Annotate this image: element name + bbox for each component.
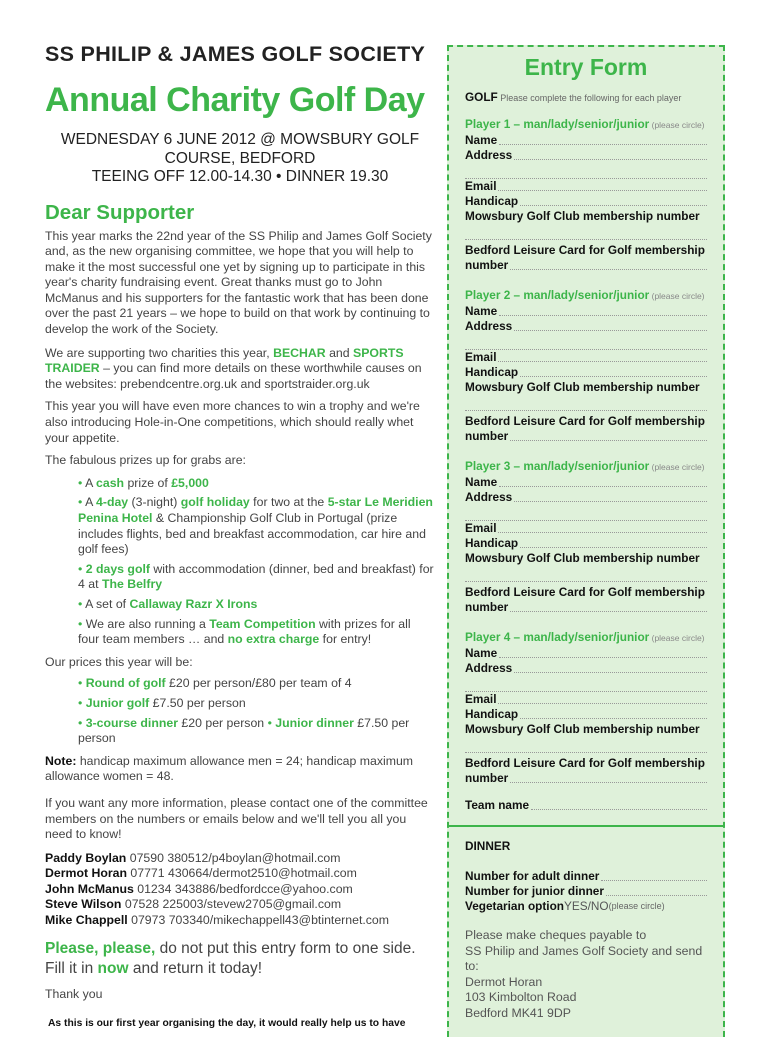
dinner-section — [449, 839, 723, 1022]
address-line[interactable] — [465, 505, 707, 521]
prices-intro: Our prices this year will be: — [45, 654, 193, 669]
thank-you: Thank you — [45, 986, 103, 1001]
letter-column — [45, 40, 435, 1029]
prize-belfry: • 2 days golf with accommodation (dinner, bed and breakfast) for 4 at The Belfry — [78, 561, 434, 592]
society-name: SS PHILIP & JAMES GOLF SOCIETY — [45, 42, 426, 66]
address-field[interactable]: Address — [465, 148, 707, 163]
intro-paragraph: This year marks the 22nd year of the SS Philip and James Golf Society and, as the new organising committee, we hope that you will help to make it the most successful one yet by signing up to participate in this year's charity fundraising event. Great thanks must go to John McManus and his supporters for the fantastic work that has been done over the past 21 years – we hope to build on that work by continuing to develop the work of the Society. — [45, 228, 432, 337]
address-line[interactable] — [465, 676, 707, 692]
address-field[interactable]: Address — [465, 661, 707, 676]
please-return: Please, please, do not put this entry form to one side. Fill it in now and return it today! — [45, 939, 416, 977]
price-round: • Round of golf £20 per person/£80 per team of 4 — [78, 676, 352, 691]
email-field[interactable]: Email — [465, 350, 707, 365]
email-field[interactable]: Email — [465, 692, 707, 707]
prize-irons: • A set of Callaway Razr X Irons — [78, 596, 258, 611]
handicap-field[interactable]: Handicap — [465, 365, 707, 380]
charity-bechar: BECHAR — [273, 345, 326, 360]
address-line[interactable] — [465, 163, 707, 179]
page-title: Annual Charity Golf Day — [45, 81, 425, 119]
mowsbury-field[interactable]: Mowsbury Golf Club membership number — [465, 209, 700, 223]
prize-team: • We are also running a Team Competition with prizes for all four team members … and no extra charge for entry! — [78, 616, 411, 647]
handicap-field[interactable]: Handicap — [465, 194, 707, 209]
player-block — [465, 117, 707, 273]
name-field[interactable]: Name — [465, 646, 707, 661]
adult-dinner-field[interactable]: Number for adult dinner — [465, 869, 707, 884]
dinner-divider — [449, 825, 723, 827]
golf-instructions: GOLF Please complete the following for each player — [465, 90, 682, 104]
handicap-note: Note: handicap maximum allowance men = 24; handicap maximum allowance women = 48. — [45, 753, 414, 784]
info-paragraph: If you want any more information, please contact one of the committee members on the numbers or emails below and we'll tell you all you need to know! — [45, 795, 428, 842]
address-field[interactable]: Address — [465, 490, 707, 505]
bedford-card-number[interactable]: number — [465, 258, 707, 273]
bedford-card-number[interactable]: number — [465, 771, 707, 786]
bedford-card-number[interactable]: number — [465, 429, 707, 444]
event-date: WEDNESDAY 6 JUNE 2012 @ MOWSBURY GOLF — [60, 131, 420, 148]
charities-paragraph — [45, 346, 435, 393]
contact-row: Dermot Horan 07771 430664/dermot2510@hotmail.com — [45, 866, 357, 881]
event-times: TEEING OFF 12.00-14.30 • DINNER 19.30 — [91, 168, 389, 185]
address-line[interactable] — [465, 334, 707, 350]
email-field[interactable]: Email — [465, 521, 707, 536]
email-field[interactable]: Email — [465, 179, 707, 194]
charities-websites: – you can find more details on these worthwhile causes on the websites: prebendcentre.org.uk and sportstraider.org.uk — [45, 361, 422, 391]
handicap-field[interactable]: Handicap — [465, 536, 707, 551]
salutation: Dear Supporter — [45, 200, 195, 224]
bedford-card-field[interactable]: Bedford Leisure Card for Golf membership — [465, 756, 705, 770]
bedford-card-field[interactable]: Bedford Leisure Card for Golf membership — [465, 585, 705, 599]
address-field[interactable]: Address — [465, 319, 707, 334]
final-note: As this is our first year organising the day, it would really help us to have — [48, 1018, 406, 1030]
cheque-info: Please make cheques payable to SS Philip and James Golf Society and send to: Dermot Horan 103 Kimbolton Road Bedford MK41 9DP — [465, 928, 703, 1020]
form-title: Entry Form — [524, 54, 648, 80]
charities-and: and — [325, 345, 354, 360]
player-block — [465, 288, 707, 444]
team-name-row: Team name — [449, 798, 723, 813]
event-info — [45, 131, 435, 187]
player-block — [465, 459, 707, 615]
players-section — [449, 117, 723, 786]
prize-cash: • A cash prize of £5,000 — [78, 475, 209, 490]
bedford-card-number[interactable]: number — [465, 600, 707, 615]
contact-row: Steve Wilson 07528 225003/stevew2705@gmail.com — [45, 897, 342, 912]
junior-dinner-field[interactable]: Number for junior dinner — [465, 884, 707, 899]
entry-form — [447, 45, 725, 1037]
prize-golf-holiday: • A 4-day (3-night) golf holiday for two at the 5-star Le Meridien Penina Hotel & Championship Golf Club in Portugal (prize includes flights, bed and breakfast accommodation, car hire and golf fees) — [78, 495, 433, 557]
contact-row: Mike Chappell 07973 703340/mikechappell43@btinternet.com — [45, 913, 390, 928]
contacts-list — [45, 851, 435, 929]
mowsbury-field[interactable]: Mowsbury Golf Club membership number — [465, 551, 700, 565]
name-field[interactable]: Name — [465, 133, 707, 148]
player-title: Player 1 – man/lady/senior/junior (please circle) — [465, 117, 705, 131]
contact-row: John McManus 01234 343886/bedfordcce@yahoo.com — [45, 881, 353, 896]
mowsbury-field[interactable]: Mowsbury Golf Club membership number — [465, 722, 700, 736]
contact-row: Paddy Boylan 07590 380512/p4boylan@hotmail.com — [45, 850, 341, 865]
name-field[interactable]: Name — [465, 304, 707, 319]
mowsbury-line[interactable] — [465, 737, 707, 753]
player-title: Player 4 – man/lady/senior/junior (please circle) — [465, 630, 705, 644]
bedford-card-field[interactable]: Bedford Leisure Card for Golf membership — [465, 414, 705, 428]
trophy-paragraph: This year you will have even more chances to win a trophy and we're also introducing Hole-in-One competitions, which should really whet your appetite. — [45, 399, 420, 445]
charity-sports-traider: SPORTS TRAIDER — [45, 345, 404, 376]
charities-text: We are supporting two charities this year, — [45, 345, 274, 360]
price-dinner: • 3-course dinner £20 per person • Junior dinner £7.50 per person — [78, 715, 410, 746]
dinner-heading: DINNER — [465, 839, 511, 853]
event-venue: COURSE, BEDFORD — [164, 149, 316, 167]
player-title: Player 3 – man/lady/senior/junior (please circle) — [465, 459, 705, 473]
prizes-intro: The fabulous prizes up for grabs are: — [45, 453, 246, 468]
price-junior-golf: • Junior golf £7.50 per person — [78, 695, 246, 710]
mowsbury-line[interactable] — [465, 395, 707, 411]
mowsbury-line[interactable] — [465, 224, 707, 240]
vegetarian-field[interactable]: Vegetarian option YES/NO (please circle) — [465, 899, 665, 913]
mowsbury-line[interactable] — [465, 566, 707, 582]
player-title: Player 2 – man/lady/senior/junior (please circle) — [465, 288, 705, 302]
bedford-card-field[interactable]: Bedford Leisure Card for Golf membership — [465, 243, 705, 257]
handicap-field[interactable]: Handicap — [465, 707, 707, 722]
name-field[interactable]: Name — [465, 475, 707, 490]
player-block — [465, 630, 707, 786]
mowsbury-field[interactable]: Mowsbury Golf Club membership number — [465, 380, 700, 394]
